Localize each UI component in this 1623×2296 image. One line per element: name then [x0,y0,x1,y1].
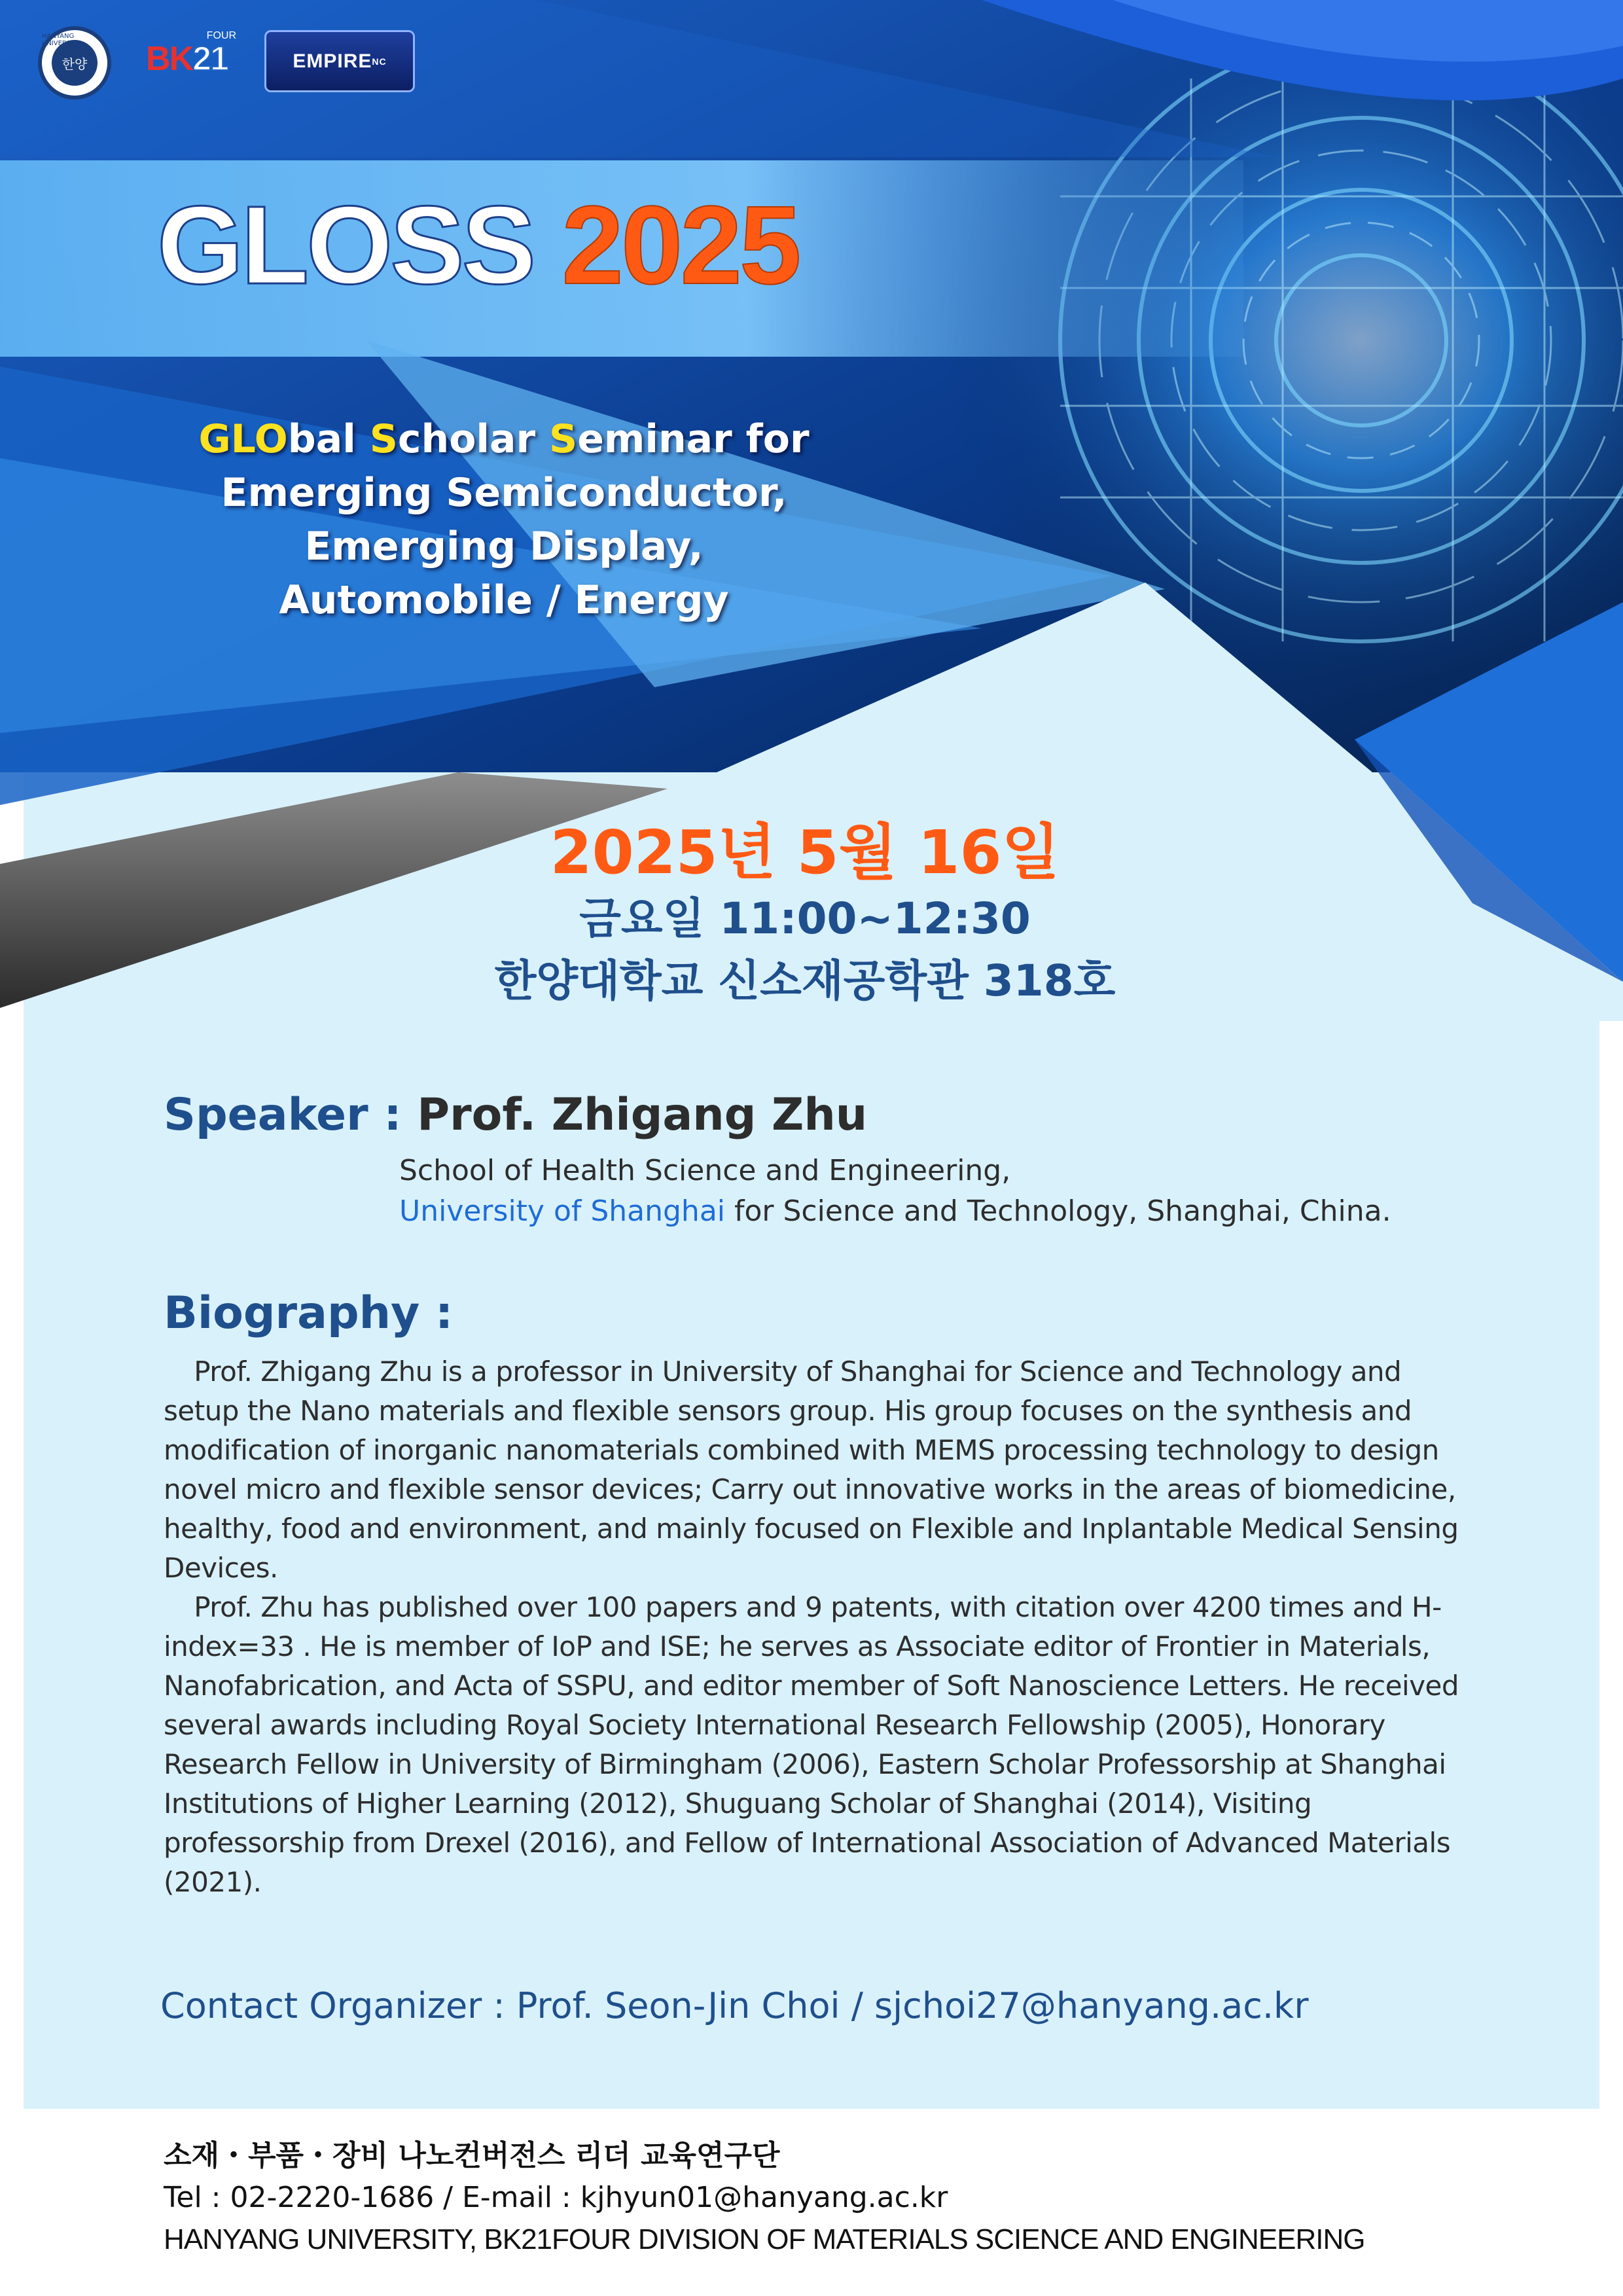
contact-organizer: Contact Organizer : Prof. Seon-Jin Choi / sjchoi27@hanyang.ac.kr [160,1985,1309,2026]
empire-nc-logo [264,30,415,92]
subtitle-highlight-glo: GLO [198,416,288,462]
speaker-affiliation [399,1151,1472,1232]
footer [164,2135,1365,2261]
affiliation-university-highlight: University of Shanghai [399,1194,726,1229]
biography-paragraph-1: Prof. Zhigang Zhu is a professor in University of Shanghai for Science and Technology and setup the Nano materials and flexible sensors group. His group focuses on the synthesis and modification of inorganic nanomaterials combined with MEMS processing technology to design novel micro and flexible sensor devices; Carry out innovative works in the areas of biomedicine, healthy, food and environment, and mainly focused on Flexible and Inplantable Medical Sensing Devices. [164,1355,1459,1585]
bk21-four-logo [130,26,244,92]
empire-text: EMPIRE [293,50,372,72]
subtitle-line-2: Emerging Semiconductor, [221,470,787,516]
event-title [157,183,799,308]
speaker-heading [164,1086,1472,1144]
subtitle-line-3: Emerging Display, [304,524,704,569]
title-year: 2025 [562,183,799,308]
bk21-number: 21 [192,40,228,78]
title-word: GLOSS [157,183,534,308]
bk-text: BK [146,40,193,78]
biography-paragraph-2: Prof. Zhu has published over 100 papers and 9 patents, with citation over 4200 times and H-index=33 . He is member of IoP and ISE; he serves as Associate editor of Frontier in Materials, Nanofabrication, and Acta of SSPU, and editor member of Soft Nanoscience Letters. He received several awards including Royal Society International Research Fellowship (2005), Honorary Research Fellow in University of Birmingham (2006), Eastern Scholar Professorship at Shanghai Institutions of Higher Learning (2012), Shuguang Scholar of Shanghai (2014), Visiting professorship from Drexel (2016), and Fellow of International Association of Advanced Materials (2021). [164,1591,1459,1899]
hanyang-university-logo [38,26,111,99]
affiliation-rest: for Science and Technology, Shanghai, China. [725,1194,1391,1229]
affiliation-line-2 [399,1191,1472,1232]
footer-contact: Tel : 02-2220-1686 / E-mail : kjhyun01@hanyang.ac.kr [164,2181,948,2214]
subtitle-highlight-s2: S [548,416,578,462]
event-time: 금요일 11:00~12:30 [579,893,1031,944]
hanyang-logo-ring-text: HANYANG UNIVERSITY [42,33,81,47]
biography-heading: Biography : [164,1287,454,1340]
biography-text [164,1352,1472,1902]
event-subtitle [157,412,851,627]
subtitle-highlight-s1: S [369,416,398,462]
footer-organization: 소재・부품・장비 나노컨버전스 리더 교육연구단 [164,2139,780,2172]
main-content [164,1086,1472,1902]
footer-division: HANYANG UNIVERSITY, BK21FOUR DIVISION OF MATERIALS SCIENCE AND ENGINEERING [164,2223,1365,2255]
event-date: 2025년 5월 16일 [550,817,1060,888]
subtitle-line-4: Automobile / Energy [279,577,729,623]
event-details [380,818,1230,1013]
subtitle-text: cholar [397,416,549,462]
subtitle-line-1 [157,412,851,466]
speaker-name: Prof. Zhigang Zhu [417,1089,868,1141]
affiliation-line-1: School of Health Science and Engineering, [399,1154,1011,1188]
speaker-label: Speaker : [164,1089,418,1141]
empire-sup-text: NC [372,56,387,67]
bk21-four-text: FOUR [206,30,236,41]
subtitle-text: bal [287,416,370,462]
event-venue: 한양대학교 신소재공학관 318호 [494,956,1116,1007]
hanyang-logo-emblem: 한양 [52,40,98,86]
subtitle-text: eminar for [577,416,810,462]
